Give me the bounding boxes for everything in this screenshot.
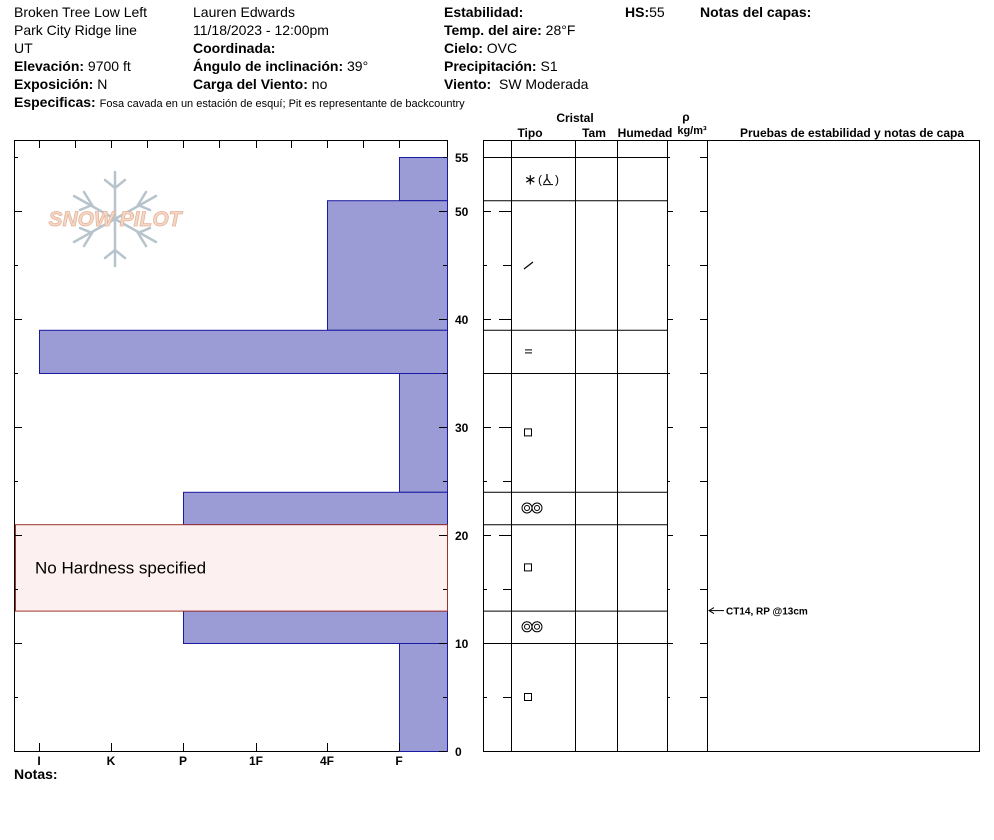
height-tick-label: 30 — [455, 421, 469, 435]
sky-value: OVC — [486, 40, 518, 56]
hardness-bar — [40, 330, 448, 373]
crystal-symbol-mf — [522, 622, 542, 632]
hardness-bar — [400, 374, 448, 493]
specifics-value: Fosa cavada en un estación de esquí; Pit es representante de backcountry — [99, 98, 465, 110]
elevation-value: 9700 ft — [87, 58, 131, 74]
heading-tests: Pruebas de estabilidad y notas de capa — [739, 126, 965, 140]
crystal-symbol-if — [525, 350, 532, 353]
heading-type: Tipo — [517, 126, 543, 140]
hardness-bars — [40, 158, 448, 752]
aspect-value: N — [97, 76, 108, 92]
specifics-label: Especificas: — [14, 94, 96, 110]
state: UT — [14, 40, 33, 56]
heading-crystal: Cristal — [556, 111, 594, 125]
pit-name: Broken Tree Low Left — [14, 4, 148, 20]
height-tick-label: 40 — [455, 313, 469, 327]
elevation-label: Elevación: — [14, 58, 85, 74]
crystal-symbol-mf — [522, 503, 542, 513]
height-tick-label: 0 — [455, 745, 462, 759]
crystal-symbol-fc — [525, 429, 532, 436]
slope-value: 39° — [347, 58, 369, 74]
column-headings — [517, 110, 964, 140]
stability-label: Estabilidad: — [444, 4, 524, 20]
hardness-bar — [184, 611, 448, 643]
logo-text: SNOW PILOT — [48, 208, 182, 231]
hardness-bar — [184, 492, 448, 524]
heading-moisture: Humedad — [617, 126, 673, 140]
layer-notes-heading: Notas del capas: — [700, 4, 812, 20]
wind-label: Viento: — [444, 76, 492, 92]
precip-value: S1 — [540, 58, 558, 74]
hs-label: HS: — [625, 4, 650, 20]
hardness-tick-label: 1F — [248, 754, 264, 768]
height-tick-label: 50 — [455, 205, 469, 219]
hardness-tick-label: P — [178, 754, 188, 768]
crystal-symbol-fc — [525, 694, 532, 701]
snowpilot-logo — [49, 172, 184, 266]
wind-load-label: Carga del Viento: — [193, 76, 308, 92]
wind-value: SW Moderada — [498, 76, 589, 92]
air-temp-label: Temp. del aire: — [444, 22, 542, 38]
observer: Lauren Edwards — [193, 4, 295, 20]
heading-rho: ρ — [682, 110, 690, 124]
hardness-bar — [400, 644, 448, 752]
hardness-tick-label: I — [37, 754, 41, 768]
hardness-tick-label: F — [395, 754, 403, 768]
height-tick-label: 55 — [455, 151, 469, 165]
svg-text:⅄: ⅄ — [543, 171, 551, 187]
heading-density-unit: kg/m³ — [677, 125, 707, 137]
datetime: 11/18/2023 - 12:00pm — [193, 22, 329, 38]
air-temp-value: 28°F — [545, 22, 576, 38]
svg-text:∗: ∗ — [524, 171, 537, 189]
no-hardness-box — [16, 525, 448, 611]
hardness-tick-label: 4F — [319, 754, 335, 768]
location: Park City Ridge line — [14, 22, 137, 38]
hs-value: 55 — [649, 4, 665, 20]
crystal-symbol-fc — [525, 564, 532, 571]
aspect-label: Exposición: — [14, 76, 94, 92]
sky-label: Cielo: — [444, 40, 483, 56]
hardness-bar — [328, 201, 448, 331]
crystal-table — [483, 140, 980, 752]
heading-size: Tam — [582, 126, 606, 140]
no-hardness-label: No Hardness specified — [35, 558, 207, 578]
svg-text:(: ( — [538, 172, 542, 187]
precip-label: Precipitación: — [444, 58, 537, 74]
hardness-bar — [400, 158, 448, 201]
height-tick-label: 20 — [455, 529, 469, 543]
wind-load-value: no — [311, 76, 328, 92]
crystal-symbols — [522, 172, 559, 701]
hardness-tick-label: K — [106, 754, 116, 768]
notes-heading: Notas: — [14, 766, 58, 782]
crystal-symbol-pp — [524, 172, 559, 189]
crystal-symbol-df — [524, 262, 533, 269]
test-result-label: CT14, RP @13cm — [726, 606, 808, 618]
height-tick-label: 10 — [455, 637, 469, 651]
svg-text:): ) — [555, 172, 559, 187]
slope-label: Ángulo de inclinación: — [193, 58, 344, 74]
stability-tests — [709, 607, 808, 618]
coord-label: Coordinada: — [193, 40, 276, 56]
